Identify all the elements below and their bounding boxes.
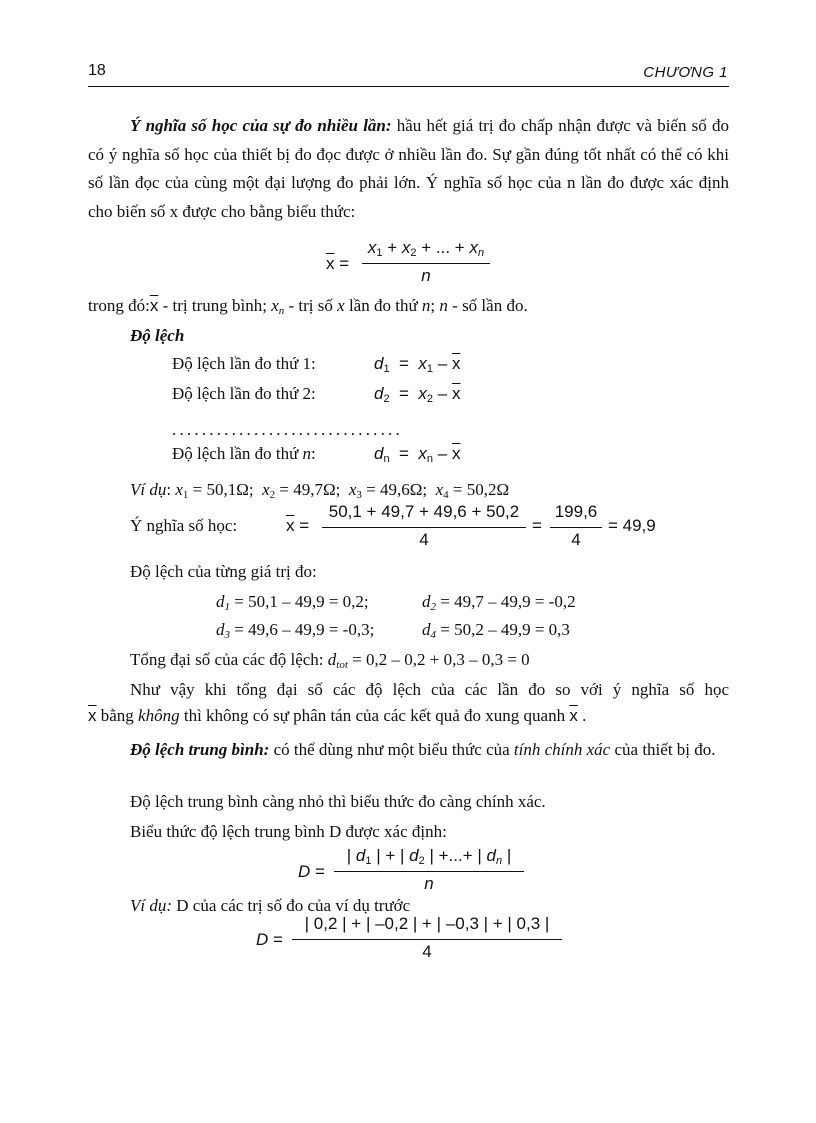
where-xn-desc: - trị số — [284, 296, 333, 315]
intro-paragraph — [88, 112, 729, 226]
deviation-row-2-label: Độ lệch lần đo thứ 2: — [172, 384, 316, 403]
arith-num-2: 199,6 — [554, 502, 598, 521]
conclusion-line-2: $\overline{x}$ bằng không thì không có sự phân tán của các kết quả đo xung quanh $\overline{x}$ . — [88, 706, 587, 725]
arith-num-1: 50,1 + 49,7 + 49,6 + 50,2 — [328, 502, 520, 521]
formula-d-fraction — [334, 846, 524, 894]
arith-den-2: 4 — [571, 530, 581, 549]
where-x: x — [337, 296, 345, 315]
intro-lead: Ý nghĩa số học của sự đo nhiều lần: — [130, 116, 392, 135]
xbar-symbol: $\overline{x}$ — [326, 254, 335, 273]
each-dev-line-1b: $d_2 = 49,7 - 49,9 = -0,2$ — [422, 592, 576, 613]
deviation-heading: Độ lệch — [130, 326, 185, 345]
each-dev-heading: Độ lệch của từng giá trị đo: — [130, 562, 317, 581]
mean-dev-note: Độ lệch trung bình càng nhỏ thì biểu thức đo càng chính xác. — [130, 792, 546, 811]
formula-d2-denominator: 4 — [422, 942, 432, 961]
arith-mean-result: = 49,9 — [608, 516, 656, 535]
mean-denominator: n — [421, 266, 431, 285]
each-dev-line-2b: $d_4 = 50,2 - 49,9 = 0,3$ — [422, 620, 570, 641]
example-1-label: Ví dụ — [130, 480, 167, 499]
where-n1: n — [421, 296, 431, 315]
where-xbar-desc: - trị trung bình; — [158, 296, 267, 315]
header-rule — [88, 86, 729, 87]
deviation-row-n-formula: $d_n = x_n - \overline{x}$ — [374, 444, 461, 465]
fraction-bar — [550, 527, 602, 528]
fraction-bar — [292, 939, 562, 940]
where-line: trong $đó:\overline{x}$ - trị trung bình; $x_n$ - trị số x lần đo thứ n; n - số lần đo. — [88, 296, 528, 317]
formula-d2-lhs: D = — [256, 930, 283, 949]
fraction-bar — [322, 527, 526, 528]
fraction-bar — [334, 871, 524, 872]
mean-eq: = — [339, 254, 350, 273]
formula-d-numerator: | $d_1$ | + | $d_2$ | +...+ | $d_n$ | — [346, 846, 512, 867]
each-dev-line-2a: $d_3 = 49,6 - 49,9 = -0,3$; — [216, 620, 375, 641]
arith-mean-fraction-1 — [322, 502, 526, 550]
mean-dev-paragraph: Độ lệch trung bình: có thể dùng như một biểu thức của tính chính xác của thiết bị đo. — [130, 740, 716, 759]
chapter-title: CHƯƠNG 1 — [643, 64, 728, 81]
arith-den-1: 4 — [419, 530, 429, 549]
where-n-desc: - số lần đo. — [447, 296, 528, 315]
arith-mean-eq: = — [532, 516, 542, 535]
formula-d-lhs: D = — [298, 862, 325, 881]
mean-lhs — [326, 254, 349, 274]
where-prefix: trong đó: — [88, 296, 150, 315]
deviation-row-n-label: Độ lệch lần đo thứ n: — [172, 444, 316, 463]
where-sep: ; — [430, 296, 440, 315]
mean-dev-def: Biểu thức độ lệch trung bình D được xác định: — [130, 822, 447, 841]
example-2-line: Ví dụ: D của các trị số đo của ví dụ trước — [130, 896, 411, 915]
total-dev-line: Tổng đại số của các độ lệch: $d_{tot} = 0,2 - 0,2 + 0,3 - 0,3 = 0$ — [130, 650, 530, 671]
example-2-label: Ví dụ: — [130, 896, 173, 915]
xbar-inline: $\overline{x}$ — [149, 296, 159, 315]
arith-mean-label: Ý nghĩa số học: — [130, 516, 238, 535]
conclusion-line-1: Như vậy khi tổng đại số các độ lệch của các lần đo so với ý nghĩa số học — [130, 680, 729, 699]
intro-text: hầu hết giá trị đo chấp nhận được và biến số đo có ý nghĩa số học của thiết bị đo đọc được ở nhiều lần đo. Sự gần đúng tốt nhất có thể có khi số lần đọc của cùng một đại lượng đo phải lớn. Ý nghĩa số học của n lần đo được xác định cho biến số x được cho bằng biểu thức: — [88, 116, 729, 221]
where-n2: n — [439, 296, 448, 315]
fraction-bar — [362, 263, 490, 264]
mean-dev-lead: Độ lệch trung bình: — [130, 740, 270, 759]
where-nth: lần đo thứ — [344, 296, 422, 315]
deviation-row-1-label: Độ lệch lần đo thứ 1: — [172, 354, 316, 373]
arith-mean-lhs: $\overline{x}$ = — [286, 516, 310, 535]
page-number: 18 — [88, 62, 106, 79]
formula-d-denominator: n — [424, 874, 434, 893]
deviation-row-1-formula: $d_1 = x_1 - \overline{x}$ — [374, 354, 461, 375]
mean-fraction — [362, 238, 490, 286]
formula-d2-fraction — [292, 914, 562, 962]
example-1-line: Ví dụ: $x_1 = 50,1\Omega$; $x_2 = 49,7\Omega$; $x_3 = 49,6\Omega$; $x_4 = 50,2\Omega$ — [130, 480, 510, 501]
arith-mean-fraction-2 — [550, 502, 602, 550]
deviation-row-2-formula: $d_2 = x_2 - \overline{x}$ — [374, 384, 461, 405]
dotted-separator: ............................... — [172, 420, 403, 439]
formula-d2-numerator: | 0,2 | + | –0,2 | + | –0,3 | + | 0,3 | — [304, 914, 550, 933]
each-dev-line-1a: $d_1 = 50,1 - 49,9 = 0,2$; — [216, 592, 369, 613]
mean-numerator: $x_1 + x_2$ + ... + $x_n$ — [367, 238, 485, 259]
